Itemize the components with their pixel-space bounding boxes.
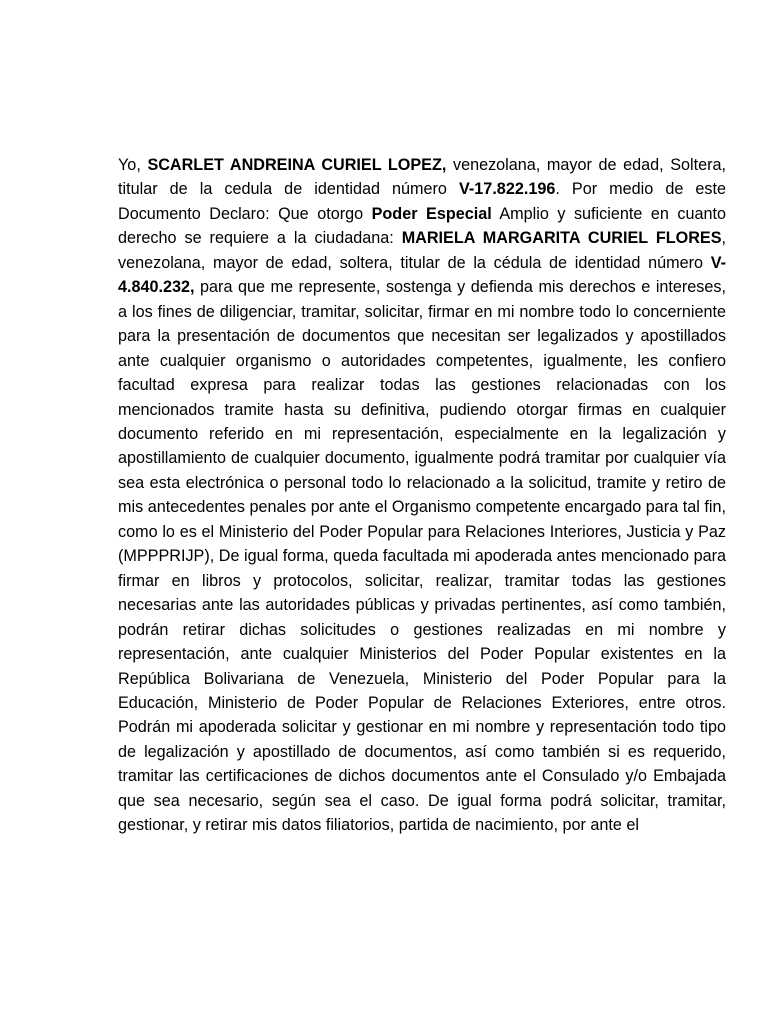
grantor-name: SCARLET ANDREINA CURIEL LOPEZ,: [147, 156, 447, 174]
attorney-name: MARIELA MARGARITA CURIEL FLORES: [401, 229, 722, 248]
text-segment: Yo,: [118, 156, 148, 174]
power-of-attorney-paragraph: [118, 153, 726, 838]
power-type: Poder Especial: [371, 204, 492, 223]
text-segment: , venezolana, mayor de edad, soltera, titular de la cédula de identidad número: [118, 229, 726, 272]
grantor-id-number: V-17.822.196: [459, 180, 556, 199]
text-segment: para que me represente, sostenga y defienda mis derechos e intereses, a los fines de diligenciar, tramitar, solicitar, firmar en mi nombre todo lo concerniente para la presentación de documentos que necesitan ser legalizados y apostillados ante cualquier organismo o autoridades competentes, igualmente, les confiero facultad expresa para realizar todas las gestiones relacionadas con los mencionados tramite hasta su definitiva, pudiendo otorgar firmas en cualquier documento referido en mi representación, especialmente en la legalización y apostillamiento de cualquier documento, igualmente podrá tramitar por cualquier vía sea esta electrónica o personal todo lo relacionado a la solicitud, tramite y retiro de mis antecedentes penales por ante el Organismo competente encargado para tal fin, como lo es el Ministerio del Poder Popular para Relaciones Interiores, Justicia y Paz (MPPPRIJP), De igual forma, queda facultada mi apoderada antes mencionado para firmar en libros y protocolos, solicitar, realizar, tramitar todas las gestiones necesarias ante las autoridades públicas y privadas pertinentes, así como también, podrán retirar dichas solicitudes o gestiones realizadas en mi nombre y representación, ante cualquier Ministerios del Poder Popular existentes en la República Bolivariana de Venezuela, Ministerio del Poder Popular para la Educación, Ministerio de Poder Popular de Relaciones Exteriores, entre otros. Podrán mi apoderada solicitar y gestionar en mi nombre y representación todo tipo de legalización y apostillado de documentos, así como también si es requerido, tramitar las certificaciones de dichos documentos ante el Consulado y/o Embajada que sea necesario, según sea el caso. De igual forma podrá solicitar, tramitar, gestionar, y retirar mis datos filiatorios, partida de nacimiento, por ante el: [118, 278, 726, 835]
document-body: [118, 153, 726, 838]
text-segment: venezolana, mayor de edad, Soltera, titular de la cedula de identidad número: [118, 156, 727, 199]
text-segment: Amplio y suficiente en cuanto derecho se requiere a la ciudadana:: [118, 204, 726, 248]
text-segment: . Por medio de este Documento Declaro: Que otorgo: [118, 180, 727, 223]
attorney-id-number: V-4.840.232,: [118, 253, 726, 297]
